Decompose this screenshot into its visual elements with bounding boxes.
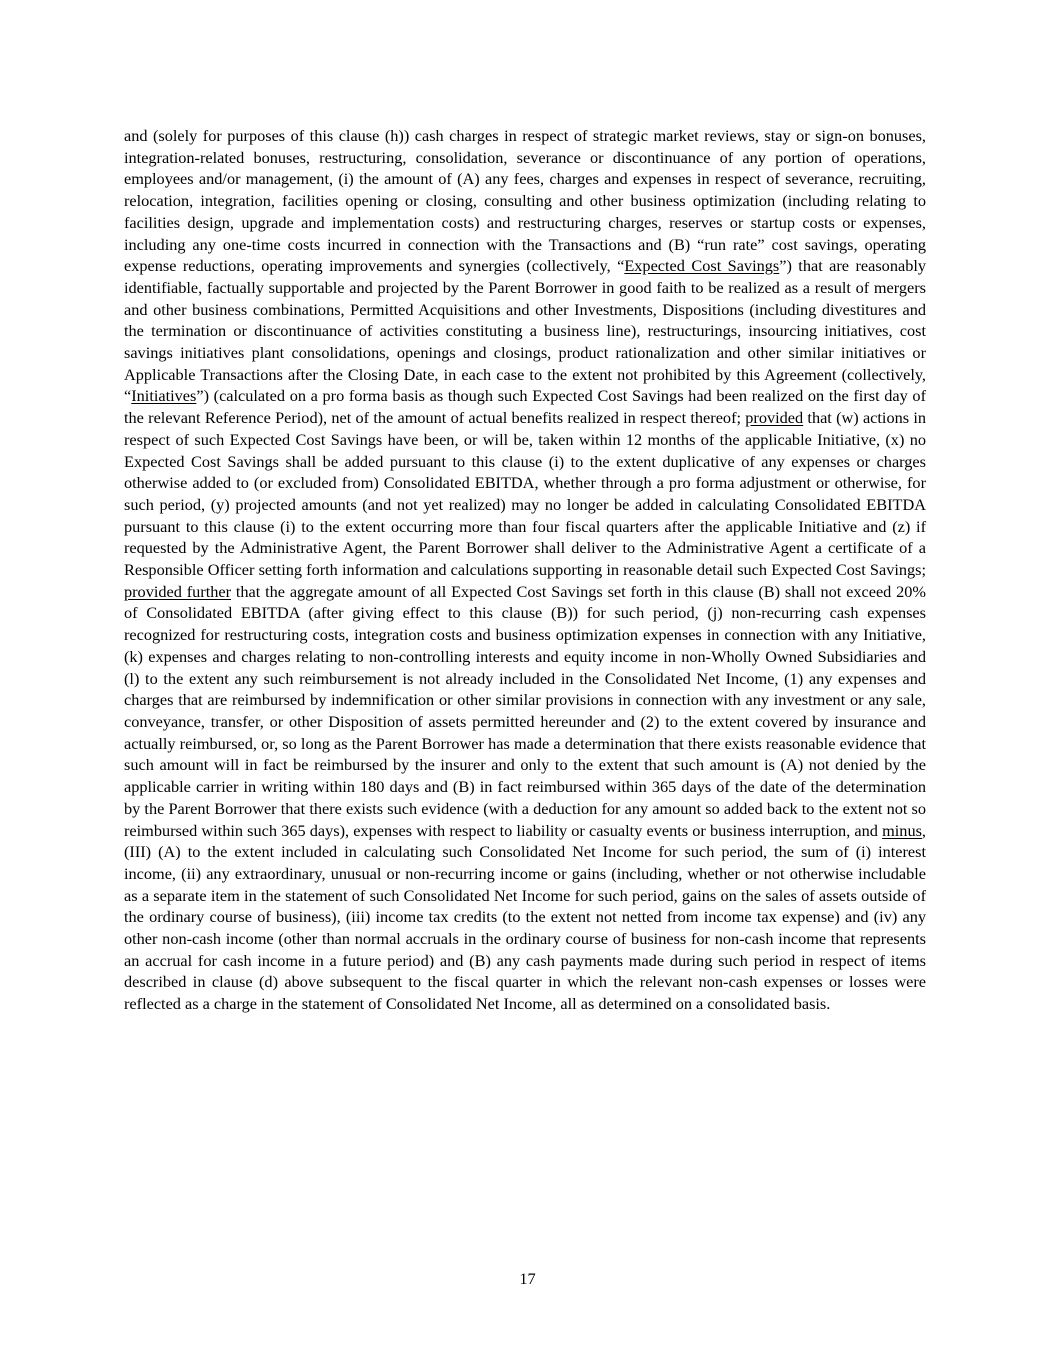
- defined-term-initiatives: Initiatives: [131, 386, 197, 406]
- body-paragraph: [124, 125, 926, 1015]
- underlined-term-provided-further: provided further: [124, 581, 232, 601]
- underlined-term-minus: minus: [882, 820, 922, 840]
- text-segment: that (w) actions in respect of such Expected Cost Savings have been, or will be, taken within 12 months of the applicable Initiative, (x) no Expected Cost Savings shall be added pursuant to this clause (i) to the extent duplicative of any expenses or charges otherwise added to (or excluded from) Consolidated EBITDA, whether through a pro forma adjustment or otherwise, for such period, (y) projected amounts (and not yet realized) may no longer be added in calculating Consolidated EBITDA pursuant to this clause (i) to the extent occurring more than four fiscal quarters after the applicable Initiative and (z) if requested by the Administrative Agent, the Parent Borrower shall deliver to the Administrative Agent a certificate of a Responsible Officer setting forth information and calculations supporting in reasonable detail such Expected Cost Savings;: [124, 408, 927, 580]
- text-segment: ”) (calculated on a pro forma basis as though such Expected Cost Savings had been realized on the first day of the relevant Reference Period), net of the amount of actual benefits realized in respect thereof;: [124, 386, 926, 428]
- text-segment: that the aggregate amount of all Expected Cost Savings set forth in this clause (B) shall not exceed 20% of Consolidated EBITDA (after giving effect to this clause (B)) for such period, (j) non-recurring cash expenses recognized for restructuring costs, integration costs and business optimization expenses in connection with any Initiative, (k) expenses and charges relating to non-controlling interests and equity income in non-Wholly Owned Subsidiaries and (l) to the extent any such reimbursement is not already included in the Consolidated Net Income, (1) any expenses and charges that are reimbursed by indemnification or other similar provisions in connection with any investment or any sale, conveyance, transfer, or other Disposition of assets permitted hereunder and (2) to the extent covered by insurance and actually reimbursed, or, so long as the Parent Borrower has made a determination that there exists reasonable evidence that such amount will in fact be reimbursed by the insurer and only to the extent that such amount is (A) not denied by the applicable carrier in writing within 180 days and (B) in fact reimbursed within 365 days of the date of the determination by the Parent Borrower that there exists such evidence (with a deduction for any amount so added back to the extent not so reimbursed within such 365 days), expenses with respect to liability or casualty events or business interruption, and: [124, 581, 926, 840]
- page-number: 17: [519, 1269, 536, 1288]
- underlined-term-provided: provided: [745, 408, 804, 428]
- text-segment: and (solely for purposes of this clause (h)) cash charges in respect of strategic market reviews, stay or sign-on bonuses, integration-related bonuses, restructuring, consolidation, severance or discontinuance of any portion of operations, employees and/or management, (i) the amount of (A) any fees, charges and expenses in respect of severance, recruiting, relocation, integration, facilities opening or closing, consulting and other business optimization (including relating to facilities design, upgrade and implementation costs) and restructuring charges, reserves or startup costs or expenses, including any one-time costs incurred in connection with the Transactions and (B) “run rate” cost savings, operating expense reductions, operating improvements and synergies (collectively, “: [124, 126, 926, 276]
- text-segment: , (III) (A) to the extent included in calculating such Consolidated Net Income for such period, the sum of (i) interest income, (ii) any extraordinary, unusual or non-recurring income or gains (including, whether or not otherwise includable as a separate item in the statement of such Consolidated Net Income for such period, gains on the sales of assets outside of the ordinary course of business), (iii) income tax credits (to the extent not netted from income tax expense) and (iv) any other non-cash income (other than normal accruals in the ordinary course of business for non-cash income that represents an accrual for cash income in a future period) and (B) any cash payments made during such period in respect of items described in clause (d) above subsequent to the fiscal quarter in which the relevant non-cash expenses or losses were reflected as a charge in the statement of Consolidated Net Income, all as determined on a consolidated basis.: [124, 820, 926, 1014]
- text-segment: ”) that are reasonably identifiable, factually supportable and projected by the Parent Borrower in good faith to be realized as a result of mergers and other business combinations, Permitted Acquisitions and other Investments, Dispositions (including divestitures and the termination or discontinuance of activities constituting a business line), restructurings, insourcing initiatives, cost savings initiatives plant consolidations, openings and closings, product rationalization and other similar initiatives or Applicable Transactions after the Closing Date, in each case to the extent not prohibited by this Agreement (collectively, “: [124, 256, 926, 406]
- defined-term-expected-cost-savings: Expected Cost Savings: [624, 256, 780, 276]
